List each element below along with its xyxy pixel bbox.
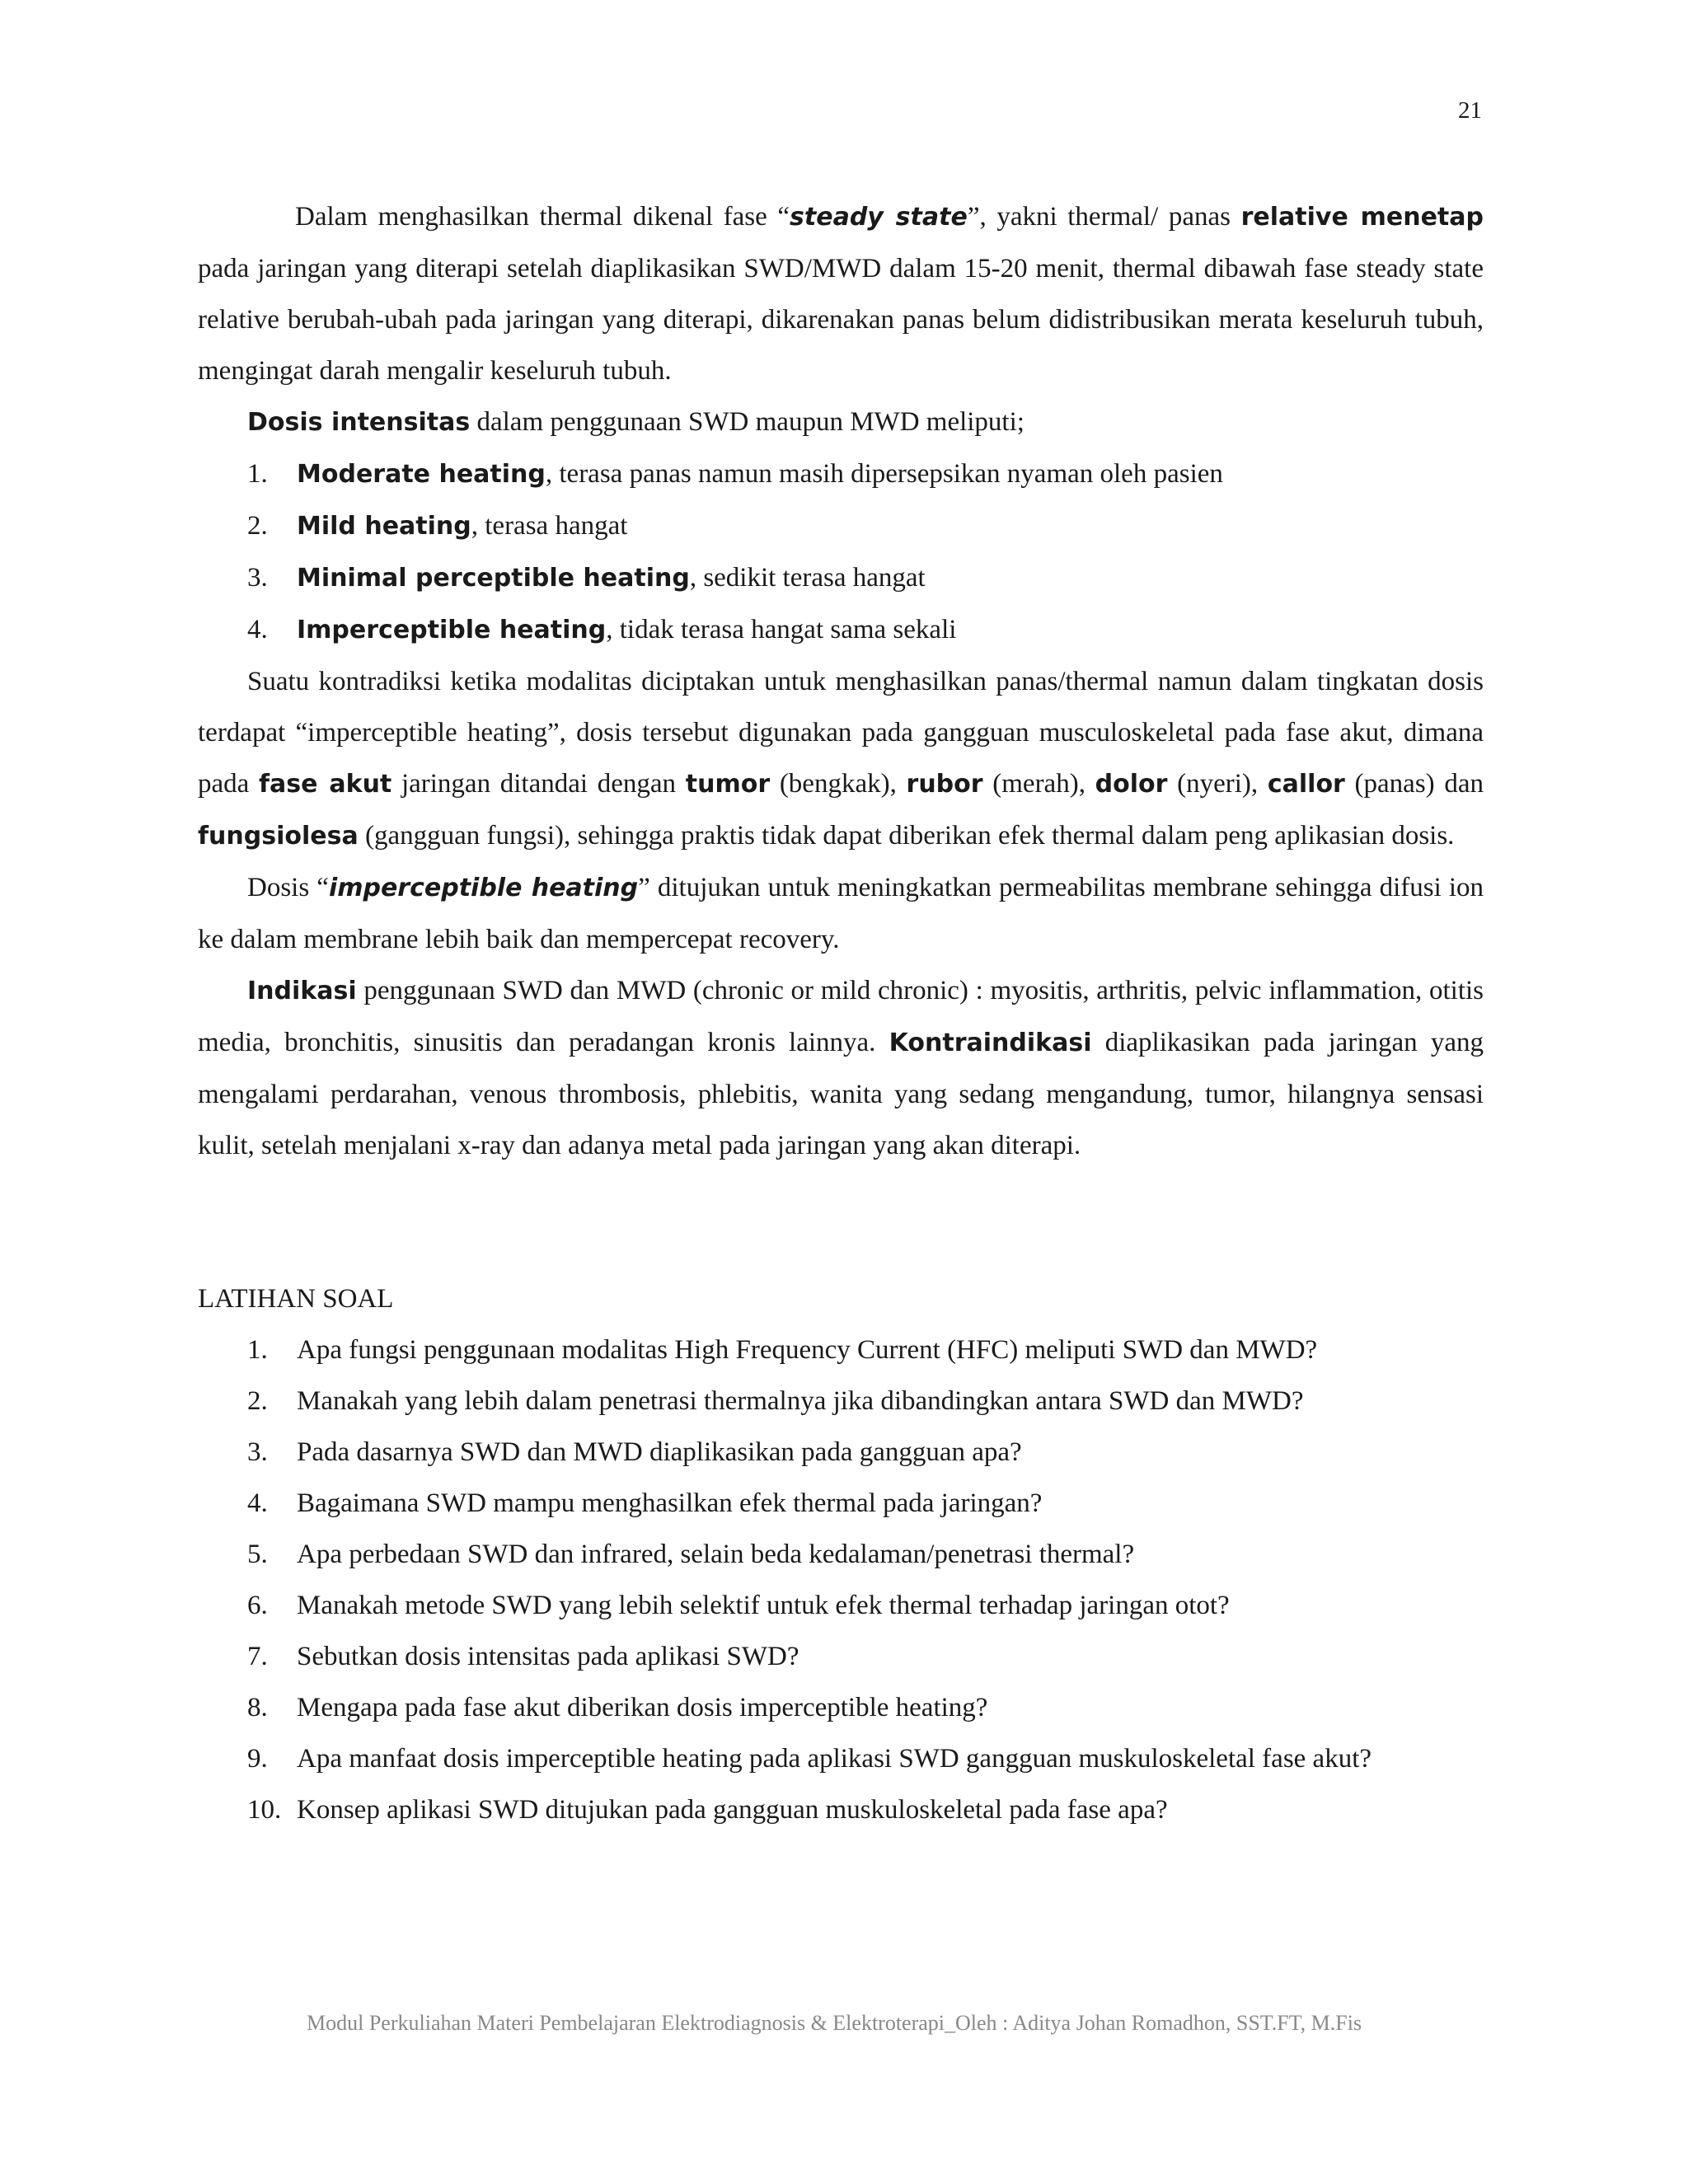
page-footer: Modul Perkuliahan Materi Pembelajaran Elektrodiagnosis & Elektroterapi_Oleh : Aditya Johan Romadhon, SST.FT, M.Fis — [307, 2011, 1362, 2035]
question-text: Apa perbedaan SWD dan infrared, selain beda kedalaman/penetrasi thermal? — [297, 1540, 1135, 1569]
list-item — [198, 1733, 1484, 1784]
question-text: Manakah yang lebih dalam penetrasi thermalnya jika dibandingkan antara SWD dan MWD? — [297, 1386, 1304, 1416]
question-text: Pada dasarnya SWD dan MWD diaplikasikan pada gangguan apa? — [297, 1437, 1022, 1467]
question-text: Apa manfaat dosis imperceptible heating pada aplikasi SWD gangguan muskuloskeletal fase akut? — [297, 1744, 1372, 1774]
text-run: jaringan ditandai dengan — [392, 769, 686, 799]
term-fungsiolesa: fungsiolesa — [198, 822, 359, 851]
list-item — [198, 1324, 1484, 1376]
paragraph-dosis-intro — [198, 396, 1484, 448]
list-item — [198, 604, 1484, 656]
list-number: 8. — [247, 1693, 268, 1722]
text-run: (gangguan fungsi), sehingga praktis tidak dapat diberikan efek thermal dalam peng aplikasian dosis. — [358, 821, 1455, 851]
term-steady-state: steady state — [790, 203, 968, 232]
list-number: 1. — [247, 459, 268, 489]
text-run: Dosis “ — [247, 873, 329, 902]
term-rubor: rubor — [906, 770, 983, 799]
term-dosis-intensitas: Dosis intensitas — [247, 408, 471, 437]
question-text: Manakah metode SWD yang lebih selektif untuk efek thermal terhadap jaringan otot? — [297, 1591, 1230, 1620]
list-number: 5. — [247, 1540, 268, 1569]
term-imperceptible-heating: imperceptible heating — [328, 874, 639, 902]
question-list — [198, 1324, 1484, 1835]
paragraph-indikasi — [198, 965, 1484, 1171]
list-item — [198, 1529, 1484, 1580]
list-item — [198, 1631, 1484, 1682]
list-text: , terasa hangat — [471, 511, 628, 541]
list-item — [198, 1580, 1484, 1631]
list-item — [198, 1478, 1484, 1529]
question-text: Apa fungsi penggunaan modalitas High Frequency Current (HFC) meliputi SWD dan MWD? — [297, 1335, 1318, 1365]
list-term: Mild heating — [297, 512, 471, 541]
term-callor: callor — [1267, 770, 1345, 799]
term-relative-menetap: relative menetap — [1240, 203, 1484, 232]
text-run: ”, yakni thermal/ panas — [967, 202, 1241, 232]
page-number: 21 — [1458, 97, 1482, 124]
text-run: (nyeri), — [1167, 769, 1268, 799]
list-number: 4. — [247, 1488, 268, 1518]
dosis-list — [198, 448, 1484, 656]
list-number: 3. — [247, 1437, 268, 1467]
text-run: (bengkak), — [770, 769, 907, 799]
text-run: dalam penggunaan SWD maupun MWD meliputi; — [470, 407, 1025, 437]
list-term: Moderate heating — [297, 460, 546, 489]
list-item — [198, 448, 1484, 500]
term-dolor: dolor — [1095, 770, 1168, 799]
text-run: (panas) dan — [1344, 769, 1484, 799]
term-tumor: tumor — [685, 770, 771, 799]
list-number: 2. — [247, 1386, 268, 1416]
list-number: 1. — [247, 1335, 268, 1365]
list-text: , tidak terasa hangat sama sekali — [606, 615, 957, 644]
question-text: Konsep aplikasi SWD ditujukan pada gangguan muskuloskeletal pada fase apa? — [297, 1795, 1168, 1825]
list-item — [198, 1427, 1484, 1478]
list-number: 9. — [247, 1744, 268, 1774]
section-spacer — [198, 1171, 1484, 1273]
list-text: , terasa panas namun masih dipersepsikan nyaman oleh pasien — [545, 459, 1223, 489]
paragraph-imperceptible — [198, 862, 1484, 965]
list-term: Minimal perceptible heating — [297, 564, 690, 593]
text-run: (merah), — [982, 769, 1095, 799]
text-run: penggunaan SWD dan MWD (chronic or mild chronic) : myositis, arthritis, pelvic inflammation, otitis media, bronchitis, sinusitis dan peradangan kronis lainnya. — [198, 976, 1484, 1057]
text-run: Dalam menghasilkan thermal dikenal fase “ — [295, 202, 790, 232]
list-number: 6. — [247, 1591, 268, 1620]
list-number: 3. — [247, 563, 268, 593]
list-term: Imperceptible heating — [297, 616, 607, 644]
list-text: , sedikit terasa hangat — [689, 563, 926, 593]
term-fase-akut: fase akut — [258, 770, 392, 799]
term-indikasi: Indikasi — [247, 977, 357, 1005]
list-number: 7. — [247, 1642, 268, 1671]
question-text: Bagaimana SWD mampu menghasilkan efek thermal pada jaringan? — [297, 1488, 1043, 1518]
list-item — [198, 1682, 1484, 1733]
paragraph-steady-state — [198, 191, 1484, 396]
text-run: pada jaringan yang diterapi setelah diaplikasikan SWD/MWD dalam 15-20 menit, thermal dibawah fase steady state relative berubah-ubah pada jaringan yang diterapi, dikarenakan panas belum didistribusikan merata keseluruh tubuh, mengingat darah mengalir keseluruh tubuh. — [198, 254, 1484, 386]
list-number: 2. — [247, 511, 268, 541]
question-text: Sebutkan dosis intensitas pada aplikasi SWD? — [297, 1642, 799, 1671]
document-body — [198, 191, 1484, 1835]
list-number: 4. — [247, 615, 268, 644]
list-item — [198, 500, 1484, 552]
list-item — [198, 552, 1484, 604]
paragraph-kontradiksi — [198, 656, 1484, 862]
term-kontraindikasi: Kontraindikasi — [889, 1029, 1092, 1057]
text-run: diaplikasikan pada jaringan yang mengalami perdarahan, venous thrombosis, phlebitis, wanita yang sedang mengandung, tumor, hilangnya sensasi kulit, setelah menjalani x-ray dan adanya metal pada jaringan yang akan diterapi. — [198, 1028, 1484, 1160]
list-number: 10. — [247, 1795, 282, 1825]
latihan-soal-heading: LATIHAN SOAL — [198, 1284, 394, 1314]
list-item — [198, 1784, 1484, 1835]
text-run: Suatu kontradiksi ketika modalitas diciptakan untuk menghasilkan panas/thermal namun dalam tingkatan dosis terdapat “imperceptible heating”, dosis tersebut digunakan pada gangguan musculoskeletal pada fase akut, dimana pada — [198, 667, 1484, 799]
question-text: Mengapa pada fase akut diberikan dosis imperceptible heating? — [297, 1693, 988, 1722]
text-run: ” ditujukan untuk meningkatkan permeabilitas membrane sehingga difusi ion ke dalam membrane lebih baik dan mempercepat recovery. — [198, 873, 1484, 954]
list-item — [198, 1376, 1484, 1427]
